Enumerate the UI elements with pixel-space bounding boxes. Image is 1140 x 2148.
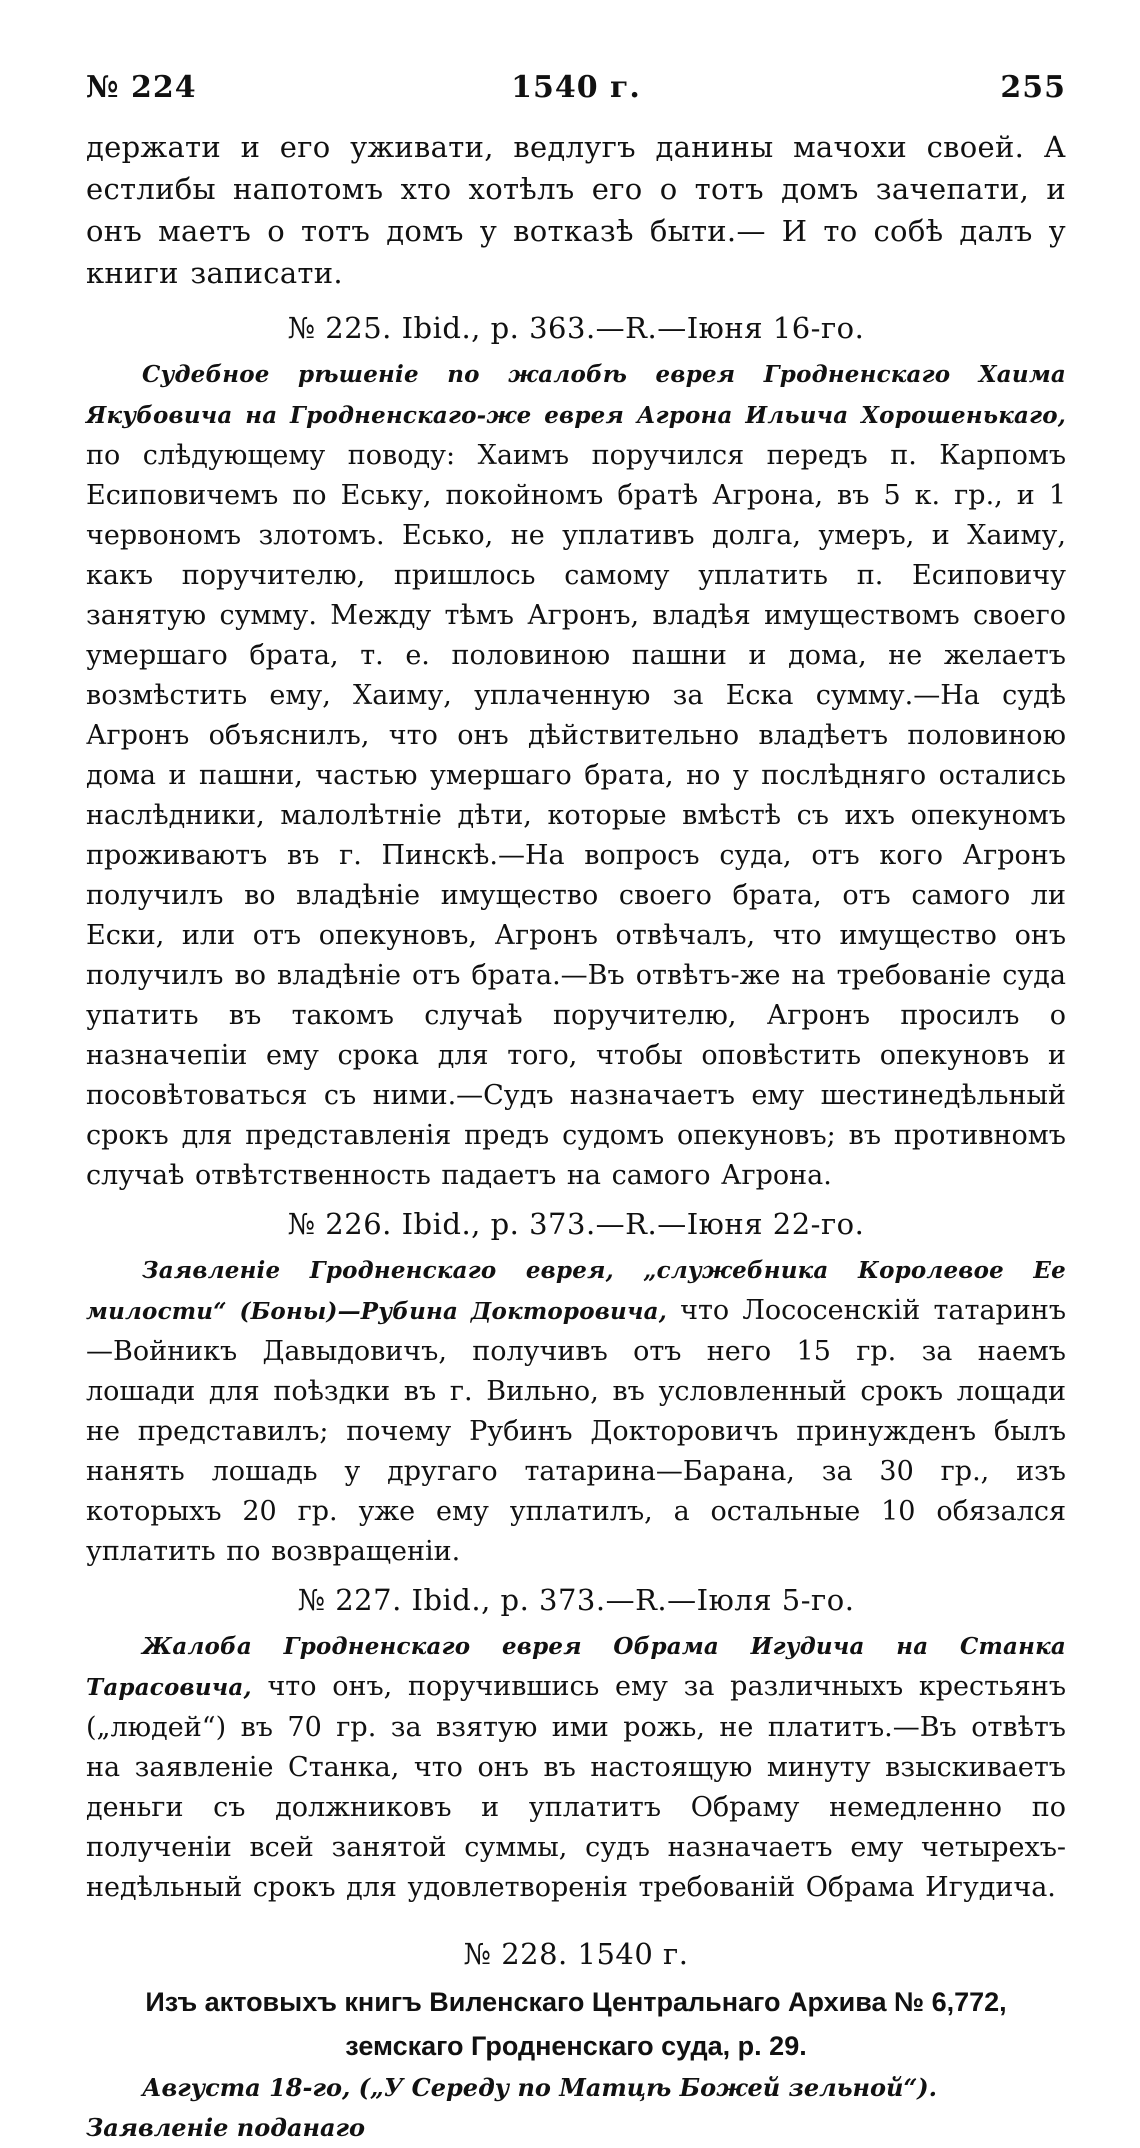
entry-summary: Судебное рѣшеніе по жалобѣ еврея Гродненскаго Хаима Якубовича на Гродненскаго-же еврея Агрона Ильича Хорошенькаго, [86, 361, 1066, 429]
page-number: 255 [1000, 70, 1066, 105]
entry-heading: № 227. Ibid., р. 373.—R.—Іюля 5-го. [297, 1583, 855, 1617]
entry-heading: № 226. Ibid., р. 373.—R.—Іюня 22-го. [287, 1207, 865, 1241]
entry-body [86, 1250, 1066, 1572]
entry-heading: № 225. Ibid., р. 363.—R.—Іюня 16-го. [287, 311, 865, 345]
entry-summary: Заявленіе Гродненскаго еврея, „служебника Королевое Ее милости“ (Боны)—Рубина Докторовича, [86, 1257, 1066, 1325]
entry-body [86, 354, 1066, 1196]
entry-text: по слѣдующему поводу: Хаимъ поручился передъ п. Карпомъ Есиповичемъ по Еську, покойномъ братѣ Агрона, въ 5 к. гр., и 1 червономъ злотомъ. Есько, не уплативъ долга, умеръ, и Хаиму, какъ поручителю, пришлось самому уплатить п. Есиповичу занятую сумму. Между тѣмъ Агронъ, владѣя имуществомъ своего умершаго брата, т. е. половиною пашни и дома, не желаетъ возмѣстить ему, Хаиму, уплаченную за Еска сумму.—На судѣ Агронъ объяснилъ, что онъ дѣйствительно владѣетъ половиною дома и пашни, частью умершаго брата, но у послѣдняго остались наслѣдники, малолѣтніе дѣти, которые вмѣстѣ съ ихъ опекуномъ проживаютъ въ г. Пинскѣ.—На вопросъ суда, отъ кого Агронъ получилъ во владѣніе имущество своего брата, отъ самого ли Ески, или отъ опекуновъ, Агронъ отвѣчалъ, что имущество онъ получилъ во владѣніе отъ брата.—Въ отвѣтъ-же на требованіе суда упатить въ такомъ случаѣ поручителю, Агронъ просилъ о назначепіи ему срока для того, чтобы оповѣстить опекуновъ и посовѣтоваться съ ними.—Судъ назначаетъ ему шестинедѣльный срокъ для представленія предъ судомъ опекуновъ; въ противномъ случаѣ отвѣтственность падаетъ на самого Агрона. [86, 440, 1066, 1191]
running-head [86, 70, 1066, 126]
entry-text: что Лососенскій татаринъ—Войникъ Давыдовичъ, получивъ отъ него 15 гр. за наемъ лошади для поѣздки въ г. Вильно, въ условленный срокъ лощади не представилъ; почему Рубинъ Докторовичъ принужденъ былъ нанять лошадь у другаго татарина—Барана, за 30 гр., изъ которыхъ 20 гр. уже ему уплатилъ, а остальные 10 обязался уплатить по возвращеніи. [86, 1295, 1066, 1567]
archive-source-line: Изъ актовыхъ книгъ Виленскаго Центральнаго Архива № 6,772, [145, 1987, 1007, 2017]
entry-228 [86, 1932, 1066, 2148]
entry-body [86, 1626, 1066, 1908]
book-page [86, 70, 1066, 2148]
entry-227 [86, 1578, 1066, 1908]
document-number: № 224 [86, 70, 197, 105]
opening-paragraph: держати и его уживати, ведлугъ данины мачохи своей. А естлибы напотомъ хто хотѣлъ его о тотъ домъ зачепати, и онъ маетъ о тотъ домъ у вотказѣ быти.— И то собѣ далъ у книги записати. [86, 130, 1066, 290]
entry-date-line: Августа 18-го, („У Середу по Матцѣ Божей зельной“). Заявленіе поданаго [86, 2073, 937, 2142]
entry-225 [86, 306, 1066, 1196]
entry-summary: Жалоба Гродненскаго еврея Обрама Игудича на Станка Тарасовича, [86, 1633, 1066, 1701]
year-heading: 1540 г. [511, 70, 641, 105]
entry-heading: № 228. 1540 г. [463, 1937, 689, 1971]
entry-226 [86, 1202, 1066, 1572]
entry-text: что онъ, поручившись ему за различныхъ крестьянъ („людей“) въ 70 гр. за взятую ими рожь, не платитъ.—Въ отвѣтъ на заявленіе Станка, что онъ въ настоящую минуту взыскиваетъ деньги съ должниковъ и уплатитъ Обраму немедленно по полученіи всей занятой суммы, судъ назначаетъ ему четырехънедѣльный срокъ для удовлетворенія требованій Обрама Игудича. [86, 1671, 1066, 1903]
archive-court-line: земскаго Гродненскаго суда, р. 29. [345, 2031, 807, 2061]
